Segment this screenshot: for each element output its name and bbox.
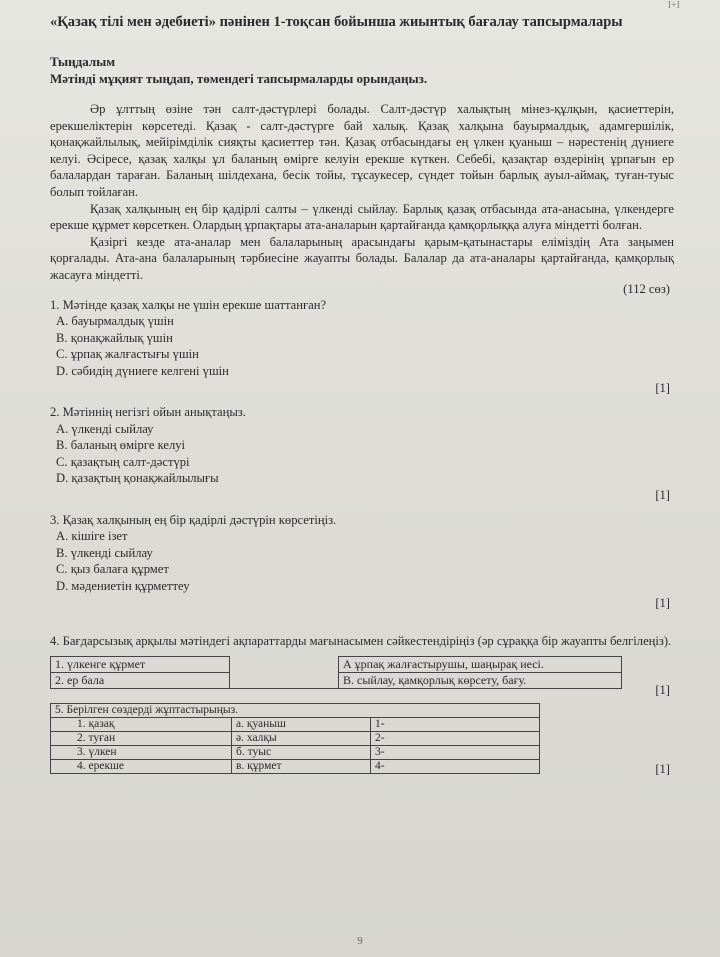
left-item-2: 2. ер бала [51,672,230,688]
option-a: А. бауырмалдық үшін [56,314,174,329]
question-text: 2. Мәтіннің негізгі ойын анықтаңыз. [50,405,246,420]
score-mark: [1] [655,762,670,777]
right-item-a: А ұрпақ жалғастырушы, шаңырақ иесі. [339,656,622,672]
pair-cell: б. туыс [232,745,371,759]
option-c: С. қазақтың салт-дәстүрі [56,454,190,469]
text-paragraph-2: Қазақ халқының ең бір қадірлі салты – үлкенді сыйлау. Барлық қазақ отбасында ата-анасына, үлкендерге ерекше құрмет көрсеткен. Олардың ұрпақтары ата-аналарын қартайғанда қамқорлыққа алуға міндетті болған. [50,201,674,233]
option-d: D. сәбидің дүниеге келгені үшін [56,363,229,378]
question-text: 3. Қазақ халқының ең бір қадірлі дәстүрін көрсетіңіз. [50,512,337,527]
option-b: В. баланың өмірге келуі [56,438,186,453]
answer-cell[interactable]: 3- [371,745,540,759]
answer-cell[interactable]: 2- [371,731,540,745]
option-c: С. қыз балаға құрмет [56,562,169,577]
answer-cell[interactable]: 4- [371,759,540,773]
score-mark: [1] [655,488,670,503]
pair-cell: ә. халқы [232,731,371,745]
pairing-table [50,703,540,774]
answer-cell[interactable]: 1- [371,717,540,731]
text-paragraph-1: Әр ұлттың өзіне тән салт-дәстүрлері болады. Салт-дәстүр халықтың мінез-құлқын, қасиеттерін, ерекшеліктерін көрсетеді. Қазақ - салт-дәстүрге бай халық. Қазақ халқына бауырмалдық, адамгершілік, қонақжайлылық, мейірімділік сияқты қасиеттер тән. Қазақ отбасындағы ең үлкен қуаныш – нәрестенің дүниеге келуі. Әсіресе, қазақ халқы ұл баланың өмірге келуін ерекше күткен. Себебі, қазақтар өздерінің ұрпағын ер балалардан тараған. Баланың шілдехана, бесік тойы, тұсаукесер, сүндет тойын барлық ауыл-аймақ, туған-туыс болып тойлаған. [50,102,674,199]
question-3 [50,512,674,612]
option-b: В. қонақжайлық үшін [56,330,173,345]
right-item-b: В. сыйлау, қамқорлық көрсету, бағу. [339,672,622,688]
word-count: (112 сөз) [623,281,670,296]
text-paragraph-3: Қазіргі кезде ата-аналар мен балаларының арасындағы қарым-қатынастары еліміздің Ата заңымен қорғалады. Ата-ана балаларының тәрбиесіне жауапты болады. Балалар да ата-аналары қартайғанда, қамқорлық жасауға міндетті. [50,234,674,282]
score-mark: [1] [655,380,670,395]
question-4 [50,633,674,698]
instruction: Мәтінді мұқият тыңдап, төмендегі тапсырмаларды орындаңыз. [50,71,428,86]
question-5 [50,703,674,777]
answer-gap[interactable] [230,672,339,688]
option-a: А. кішіге ізет [56,529,128,544]
score-mark: [1] [655,683,670,698]
pair-cell: а. қуаныш [232,717,371,731]
option-b: В. үлкенді сыйлау [56,545,153,560]
option-c: С. ұрпақ жалғастығы үшін [56,347,199,362]
pair-cell: в. құрмет [232,759,371,773]
question-1 [50,297,674,397]
page-title: «Қазақ тілі мен әдебиеті» пәнінен 1-тоқсан бойынша жиынтық бағалау тапсырмалары [50,14,623,30]
corner-mark: I+I [667,0,680,11]
left-item-1: 1. үлкенге құрмет [51,656,230,672]
word-cell: 4. ерекше [51,759,232,773]
section-heading: Тыңдалым [50,54,116,69]
question-text: 5. Берілген сөздерді жұптастырыңыз. [51,703,540,717]
question-text: 4. Бағдарсызық арқылы мәтіндегі ақпараттарды мағынасымен сәйкестендіріңіз (әр сұраққа бір жауапты белгілеңіз). [50,634,672,649]
question-2 [50,404,674,504]
word-cell: 3. үлкен [51,745,232,759]
option-d: D. мәдениетін құрметтеу [56,579,190,594]
option-d: D. қазақтың қонақжайлылығы [56,471,219,486]
answer-gap[interactable] [230,656,339,672]
word-cell: 1. қазақ [51,717,232,731]
matching-table [50,656,622,689]
score-mark: [1] [655,595,670,610]
question-text: 1. Мәтінде қазақ халқы не үшін ерекше шаттанған? [50,297,327,312]
page-number: 9 [357,935,363,947]
word-cell: 2. туған [51,731,232,745]
option-a: А. үлкенді сыйлау [56,421,154,436]
